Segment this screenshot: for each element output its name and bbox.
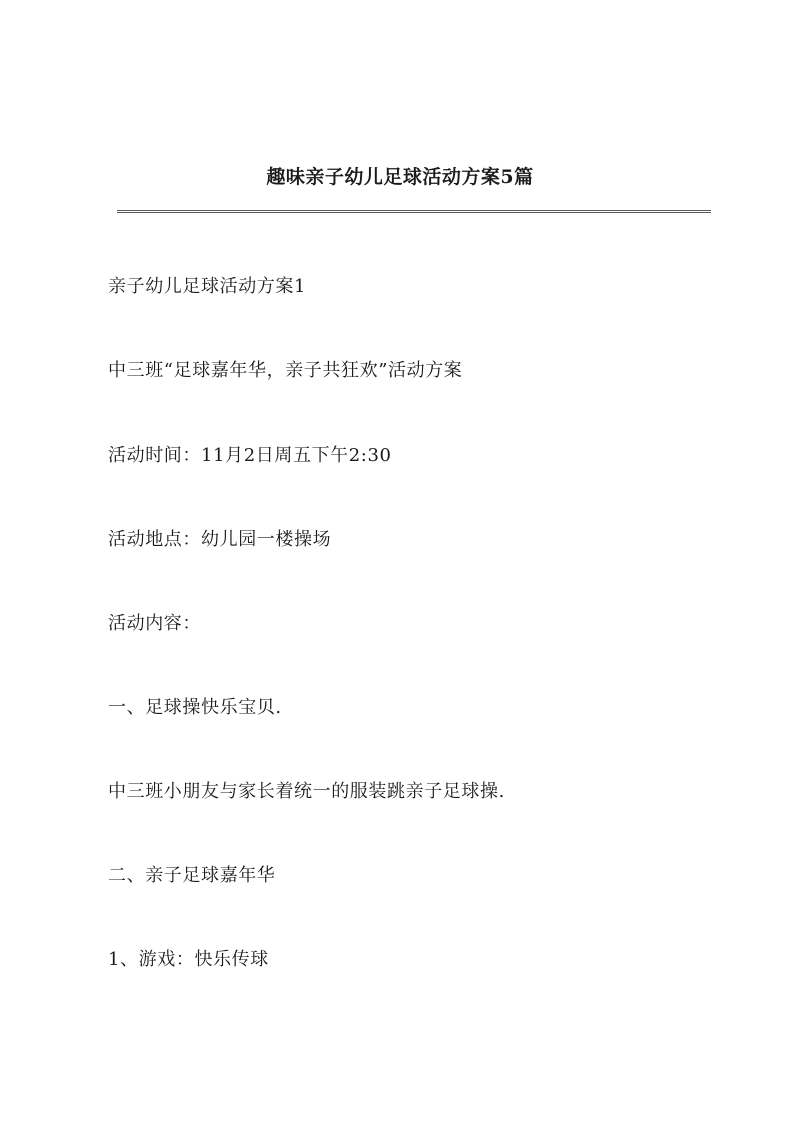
activity-time: 活动时间：11月2日周五下午2:30 (108, 445, 392, 466)
activity-plan-title: 中三班“足球嘉年华，亲子共狂欢”活动方案 (108, 360, 463, 381)
game-one-heading: 1、游戏：快乐传球 (108, 949, 269, 970)
document-title: 趣味亲子幼儿足球活动方案5篇 (266, 166, 534, 188)
section-one-heading: 一、足球操快乐宝贝. (108, 697, 282, 718)
activity-location: 活动地点：幼儿园一楼操场 (108, 529, 332, 550)
section-one-body: 中三班小朋友与家长着统一的服装跳亲子足球操. (108, 781, 505, 802)
section-two-heading: 二、亲子足球嘉年华 (108, 865, 276, 886)
section-heading: 亲子幼儿足球活动方案1 (108, 276, 307, 297)
activity-content-label: 活动内容： (108, 613, 201, 634)
title-divider (117, 210, 711, 213)
